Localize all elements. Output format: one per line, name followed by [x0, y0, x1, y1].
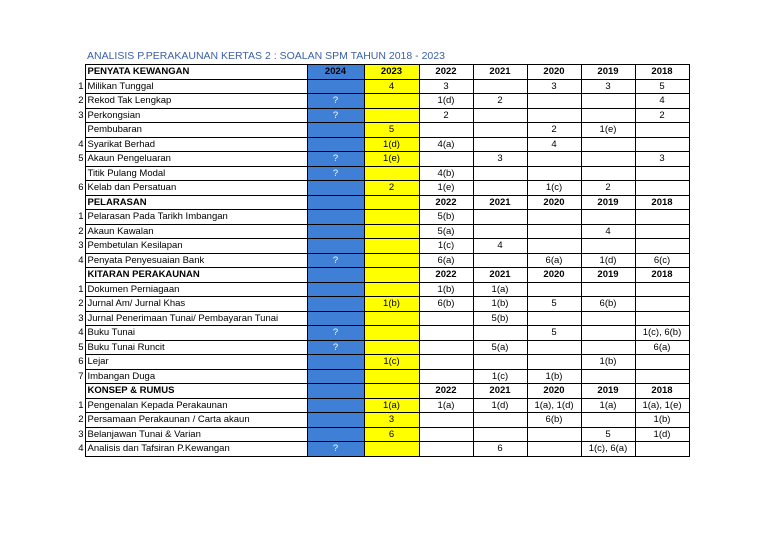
question-cell — [581, 94, 635, 109]
topic-name: Titik Pulang Modal — [85, 166, 307, 181]
row-number: 2 — [45, 413, 85, 428]
topic-name: Lejar — [85, 355, 307, 370]
question-cell — [527, 427, 581, 442]
row-number: 4 — [45, 442, 85, 457]
question-cell: 5(b) — [473, 311, 527, 326]
question-cell — [527, 152, 581, 167]
question-cell — [307, 311, 364, 326]
row-number: 5 — [45, 340, 85, 355]
year-header: 2019 — [581, 384, 635, 399]
question-cell — [473, 326, 527, 341]
question-cell — [581, 239, 635, 254]
year-header: 2018 — [635, 65, 689, 80]
question-cell: 6 — [364, 427, 419, 442]
question-cell — [581, 108, 635, 123]
question-cell: 6(b) — [419, 297, 473, 312]
topic-name: Dokumen Perniagaan — [85, 282, 307, 297]
question-cell — [307, 398, 364, 413]
question-cell: 1(e) — [364, 152, 419, 167]
question-cell — [307, 210, 364, 225]
question-cell: 6(a) — [419, 253, 473, 268]
topic-name: Imbangan Duga — [85, 369, 307, 384]
question-cell — [473, 123, 527, 138]
row-number — [45, 384, 85, 399]
question-cell: 1(e) — [581, 123, 635, 138]
question-cell — [307, 137, 364, 152]
table-row — [45, 398, 689, 413]
year-header: 2024 — [307, 65, 364, 80]
row-number: 4 — [45, 326, 85, 341]
row-number — [45, 123, 85, 138]
topic-name: Pelarasan Pada Tarikh Imbangan — [85, 210, 307, 225]
row-number: 4 — [45, 137, 85, 152]
topic-name: Syarikat Berhad — [85, 137, 307, 152]
year-header — [307, 195, 364, 210]
question-cell — [473, 253, 527, 268]
year-header — [364, 195, 419, 210]
question-cell: 1(d) — [364, 137, 419, 152]
question-cell: 3 — [364, 413, 419, 428]
year-header — [364, 384, 419, 399]
topic-name: Pembubaran — [85, 123, 307, 138]
question-cell — [307, 369, 364, 384]
question-cell — [473, 166, 527, 181]
section-heading: KITARAN PERAKAUNAN — [85, 268, 307, 283]
question-cell — [364, 94, 419, 109]
question-cell: 1(a), 1(e) — [635, 398, 689, 413]
question-cell: 1(d) — [635, 427, 689, 442]
question-cell — [635, 210, 689, 225]
question-cell: 1(d) — [581, 253, 635, 268]
question-cell — [364, 311, 419, 326]
year-header: 2019 — [581, 195, 635, 210]
question-cell — [364, 239, 419, 254]
table-row — [45, 137, 689, 152]
table-row — [45, 311, 689, 326]
row-number: 1 — [45, 210, 85, 225]
question-cell — [527, 340, 581, 355]
table-row — [45, 166, 689, 181]
year-header: 2022 — [419, 268, 473, 283]
section-header-row — [45, 384, 689, 399]
question-cell: ? — [307, 166, 364, 181]
question-cell — [364, 224, 419, 239]
question-cell — [307, 239, 364, 254]
question-cell — [364, 210, 419, 225]
question-cell: ? — [307, 442, 364, 457]
question-cell — [527, 311, 581, 326]
question-cell — [581, 166, 635, 181]
question-cell: 4 — [473, 239, 527, 254]
topic-name: Rekod Tak Lengkap — [85, 94, 307, 109]
topic-name: Penyata Penyesuaian Bank — [85, 253, 307, 268]
question-cell: 6(c) — [635, 253, 689, 268]
question-cell — [473, 210, 527, 225]
question-cell — [473, 108, 527, 123]
question-cell — [473, 137, 527, 152]
question-cell: 1(d) — [419, 94, 473, 109]
question-cell — [419, 152, 473, 167]
question-cell — [527, 94, 581, 109]
question-cell — [364, 326, 419, 341]
table-row — [45, 369, 689, 384]
question-cell — [581, 340, 635, 355]
topic-name: Pengenalan Kepada Perakaunan — [85, 398, 307, 413]
year-header: 2018 — [635, 195, 689, 210]
question-cell: 1(d) — [473, 398, 527, 413]
table-row — [45, 253, 689, 268]
topic-name: Kelab dan Persatuan — [85, 181, 307, 196]
year-header: 2023 — [364, 65, 419, 80]
year-header: 2022 — [419, 384, 473, 399]
table-row — [45, 210, 689, 225]
question-cell — [473, 224, 527, 239]
row-number: 3 — [45, 311, 85, 326]
section-heading: KONSEP & RUMUS — [85, 384, 307, 399]
question-cell — [307, 282, 364, 297]
table-row — [45, 427, 689, 442]
section-header-row — [45, 268, 689, 283]
question-cell — [635, 137, 689, 152]
question-cell: 3 — [527, 79, 581, 94]
question-cell: 1(c), 6(b) — [635, 326, 689, 341]
question-cell — [581, 282, 635, 297]
year-header: 2020 — [527, 195, 581, 210]
question-cell: 1(b) — [473, 297, 527, 312]
question-cell: 1(a) — [364, 398, 419, 413]
table-row — [45, 224, 689, 239]
topic-name: Buku Tunai Runcit — [85, 340, 307, 355]
question-cell — [307, 297, 364, 312]
question-cell: 1(c) — [527, 181, 581, 196]
question-cell: 1(a) — [473, 282, 527, 297]
year-header: 2021 — [473, 65, 527, 80]
question-cell: 4 — [581, 224, 635, 239]
table-row — [45, 123, 689, 138]
year-header: 2018 — [635, 268, 689, 283]
question-cell: 5 — [581, 427, 635, 442]
question-cell — [527, 224, 581, 239]
question-cell: 2 — [635, 108, 689, 123]
row-number: 4 — [45, 253, 85, 268]
table-row — [45, 442, 689, 457]
question-cell — [473, 413, 527, 428]
question-cell — [473, 427, 527, 442]
year-header: 2020 — [527, 384, 581, 399]
question-cell — [635, 123, 689, 138]
question-cell: 2 — [581, 181, 635, 196]
question-cell: 1(c) — [364, 355, 419, 370]
question-cell: 5 — [527, 297, 581, 312]
question-cell — [473, 79, 527, 94]
question-cell — [527, 166, 581, 181]
question-cell: 3 — [581, 79, 635, 94]
question-cell — [473, 355, 527, 370]
topic-name: Belanjawan Tunai & Varian — [85, 427, 307, 442]
topic-name: Persamaan Perakaunan / Carta akaun — [85, 413, 307, 428]
year-header: 2021 — [473, 195, 527, 210]
year-header: 2020 — [527, 268, 581, 283]
question-cell — [527, 442, 581, 457]
question-cell — [635, 297, 689, 312]
row-number: 3 — [45, 427, 85, 442]
year-header: 2020 — [527, 65, 581, 80]
question-cell — [419, 413, 473, 428]
question-cell — [307, 355, 364, 370]
question-cell: 2 — [473, 94, 527, 109]
question-cell: 1(e) — [419, 181, 473, 196]
question-cell — [364, 253, 419, 268]
question-cell — [635, 311, 689, 326]
row-number — [45, 195, 85, 210]
table-row — [45, 297, 689, 312]
question-cell: ? — [307, 253, 364, 268]
question-cell — [419, 442, 473, 457]
section-heading: PELARASAN — [85, 195, 307, 210]
table-row — [45, 413, 689, 428]
question-cell: 6(a) — [527, 253, 581, 268]
topic-name: Jurnal Am/ Jurnal Khas — [85, 297, 307, 312]
topic-name: Akaun Pengeluaran — [85, 152, 307, 167]
question-cell — [307, 224, 364, 239]
table-row — [45, 355, 689, 370]
question-cell: 1(a) — [419, 398, 473, 413]
question-cell: 5(a) — [419, 224, 473, 239]
question-cell: 1(a) — [581, 398, 635, 413]
question-cell: 1(a), 1(d) — [527, 398, 581, 413]
question-cell — [581, 152, 635, 167]
row-number — [45, 166, 85, 181]
question-cell: 1(b) — [419, 282, 473, 297]
question-cell — [307, 413, 364, 428]
year-header: 2021 — [473, 268, 527, 283]
row-number: 1 — [45, 398, 85, 413]
question-cell: 6(b) — [581, 297, 635, 312]
table-row — [45, 79, 689, 94]
table-row — [45, 181, 689, 196]
question-cell — [473, 181, 527, 196]
question-cell — [635, 355, 689, 370]
question-cell — [307, 79, 364, 94]
question-cell — [419, 369, 473, 384]
question-cell — [364, 369, 419, 384]
question-cell — [581, 326, 635, 341]
question-cell: 5 — [527, 326, 581, 341]
question-cell — [364, 340, 419, 355]
table-row — [45, 152, 689, 167]
topic-name: Analisis dan Tafsiran P.Kewangan — [85, 442, 307, 457]
question-cell — [581, 311, 635, 326]
analysis-table — [45, 64, 690, 457]
question-cell: 2 — [527, 123, 581, 138]
year-header — [307, 384, 364, 399]
question-cell: 4(a) — [419, 137, 473, 152]
table-row — [45, 340, 689, 355]
question-cell: 5 — [364, 123, 419, 138]
table-row — [45, 108, 689, 123]
question-cell: 1(c) — [419, 239, 473, 254]
row-number: 3 — [45, 108, 85, 123]
question-cell — [364, 108, 419, 123]
row-number: 3 — [45, 239, 85, 254]
question-cell — [527, 239, 581, 254]
row-number: 6 — [45, 181, 85, 196]
question-cell — [307, 181, 364, 196]
question-cell: 1(b) — [364, 297, 419, 312]
question-cell: ? — [307, 108, 364, 123]
question-cell — [419, 311, 473, 326]
question-cell — [635, 282, 689, 297]
question-cell — [527, 282, 581, 297]
topic-name: Perkongsian — [85, 108, 307, 123]
row-number: 1 — [45, 282, 85, 297]
question-cell — [527, 355, 581, 370]
question-cell — [364, 282, 419, 297]
question-cell: ? — [307, 152, 364, 167]
question-cell: 2 — [364, 181, 419, 196]
row-number: 2 — [45, 224, 85, 239]
question-cell — [419, 355, 473, 370]
question-cell: 1(b) — [581, 355, 635, 370]
question-cell — [635, 224, 689, 239]
question-cell: 3 — [473, 152, 527, 167]
question-cell — [581, 369, 635, 384]
question-cell — [364, 166, 419, 181]
question-cell — [419, 123, 473, 138]
topic-name: Jurnal Penerimaan Tunai/ Pembayaran Tunai — [85, 311, 307, 326]
topic-name: Pembetulan Kesilapan — [85, 239, 307, 254]
row-number — [45, 268, 85, 283]
topic-name: Milikan Tunggal — [85, 79, 307, 94]
question-cell: 5(b) — [419, 210, 473, 225]
year-header — [364, 268, 419, 283]
table-row — [45, 239, 689, 254]
question-cell — [635, 166, 689, 181]
question-cell: 3 — [419, 79, 473, 94]
question-cell — [581, 210, 635, 225]
table-row — [45, 282, 689, 297]
question-cell: ? — [307, 326, 364, 341]
question-cell: 4 — [527, 137, 581, 152]
topic-name: Akaun Kawalan — [85, 224, 307, 239]
question-cell: 1(c), 6(a) — [581, 442, 635, 457]
year-header: 2022 — [419, 65, 473, 80]
question-cell — [635, 442, 689, 457]
year-header: 2021 — [473, 384, 527, 399]
question-cell: 1(b) — [527, 369, 581, 384]
question-cell — [635, 239, 689, 254]
question-cell — [307, 123, 364, 138]
row-number: 2 — [45, 94, 85, 109]
table-row — [45, 326, 689, 341]
question-cell — [527, 108, 581, 123]
question-cell — [419, 427, 473, 442]
topic-name: Buku Tunai — [85, 326, 307, 341]
question-cell: 6 — [473, 442, 527, 457]
year-header — [307, 268, 364, 283]
question-cell: 5 — [635, 79, 689, 94]
question-cell — [364, 442, 419, 457]
row-number — [45, 65, 85, 80]
year-header: 2018 — [635, 384, 689, 399]
year-header: 2019 — [581, 268, 635, 283]
row-number: 2 — [45, 297, 85, 312]
question-cell: 1(c) — [473, 369, 527, 384]
question-cell — [635, 369, 689, 384]
question-cell — [581, 137, 635, 152]
question-cell: 3 — [635, 152, 689, 167]
question-cell — [419, 340, 473, 355]
row-number: 1 — [45, 79, 85, 94]
question-cell: ? — [307, 94, 364, 109]
question-cell: 1(b) — [635, 413, 689, 428]
question-cell: 4 — [364, 79, 419, 94]
year-header: 2022 — [419, 195, 473, 210]
section-header-row — [45, 195, 689, 210]
question-cell: ? — [307, 340, 364, 355]
question-cell — [307, 427, 364, 442]
question-cell — [527, 210, 581, 225]
question-cell: 4 — [635, 94, 689, 109]
question-cell: 6(b) — [527, 413, 581, 428]
row-number: 6 — [45, 355, 85, 370]
question-cell — [635, 181, 689, 196]
question-cell: 5(a) — [473, 340, 527, 355]
question-cell: 4(b) — [419, 166, 473, 181]
row-number: 5 — [45, 152, 85, 167]
section-header-row — [45, 65, 689, 80]
year-header: 2019 — [581, 65, 635, 80]
row-number: 7 — [45, 369, 85, 384]
section-heading: PENYATA KEWANGAN — [85, 65, 307, 80]
question-cell — [581, 413, 635, 428]
question-cell: 2 — [419, 108, 473, 123]
question-cell: 6(a) — [635, 340, 689, 355]
table-row — [45, 94, 689, 109]
sheet-title: ANALISIS P.PERAKAUNAN KERTAS 2 : SOALAN SPM TAHUN 2018 - 2023 — [87, 50, 445, 62]
question-cell — [419, 326, 473, 341]
